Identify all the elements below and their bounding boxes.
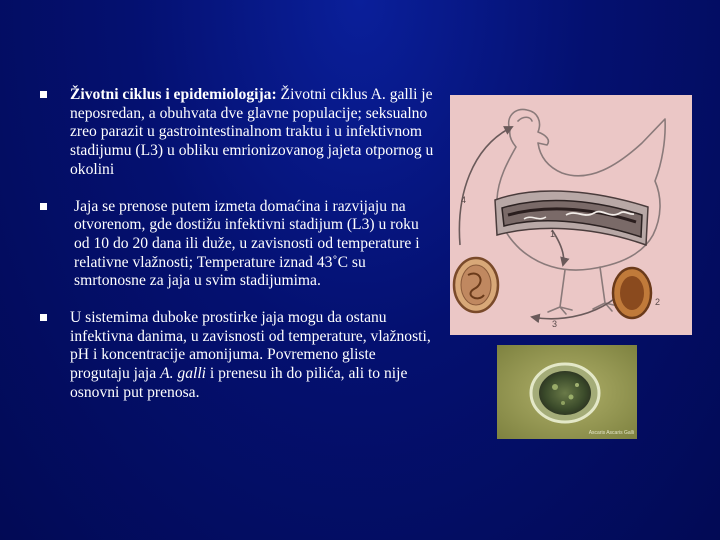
diagram-label-4: 4 [461,195,467,205]
bullet-marker [40,203,47,210]
species-name: A. galli [160,365,206,383]
egg-embryonated [454,258,498,312]
egg-micrograph [497,345,637,439]
egg-micrograph-svg [497,345,637,439]
bullet-marker [40,314,47,321]
bullet-heading: Životni ciklus i epidemiologija: [70,86,277,103]
diagram-label-2: 2 [655,297,661,307]
bullet-body: Jaja se prenose putem izmeta domaćina i razvijaju na otvorenom, gde dostižu infektivni stadijum (L3) u roku od 10 do 20 dana ili duže, u zavisnosti od temperature i relativne vlažnosti; Temperature iznad 43˚C su smrtonosne za jaja u svim stadijumima. [74,197,420,290]
diagram-label-1: 1 [550,229,556,239]
bullet-body-start: U sistemima duboke prostirke jaja mogu da ostanu infektivna danima, u zavisnosti od temperature, vlažnosti, pH i koncentracije amonijuma. Povremeno gliste progutaju jaja [70,309,431,383]
bullet-item-transmission [40,198,435,292]
bullet-item-lifecycle [40,86,435,180]
diagram-label-3: 3 [552,319,558,329]
bullet-item-deep-litter [40,309,435,403]
intestine-section [495,191,648,245]
lifecycle-diagram-svg [450,95,692,335]
egg-unembryonated [613,268,651,318]
bullet-body: Životni ciklus A. galli je neposredan, a obuhvata dve glavne populacije; seksualno zreo parazit u gastrointestinalnom traktu i u infektivnom stadijumu (L3) u obliku emrionizovanog jajeta otpornog u okolini [70,86,434,178]
egg-photo-caption: Ascaris Ascaris Galli [588,430,634,436]
bullet-marker [40,91,47,98]
egg-embryo [539,371,591,415]
bullet-body-end: i prenesu ih do pilića, ali to nije osnovni put prenosa. [70,365,408,401]
bullet-list [40,86,435,421]
lifecycle-diagram [450,95,692,335]
